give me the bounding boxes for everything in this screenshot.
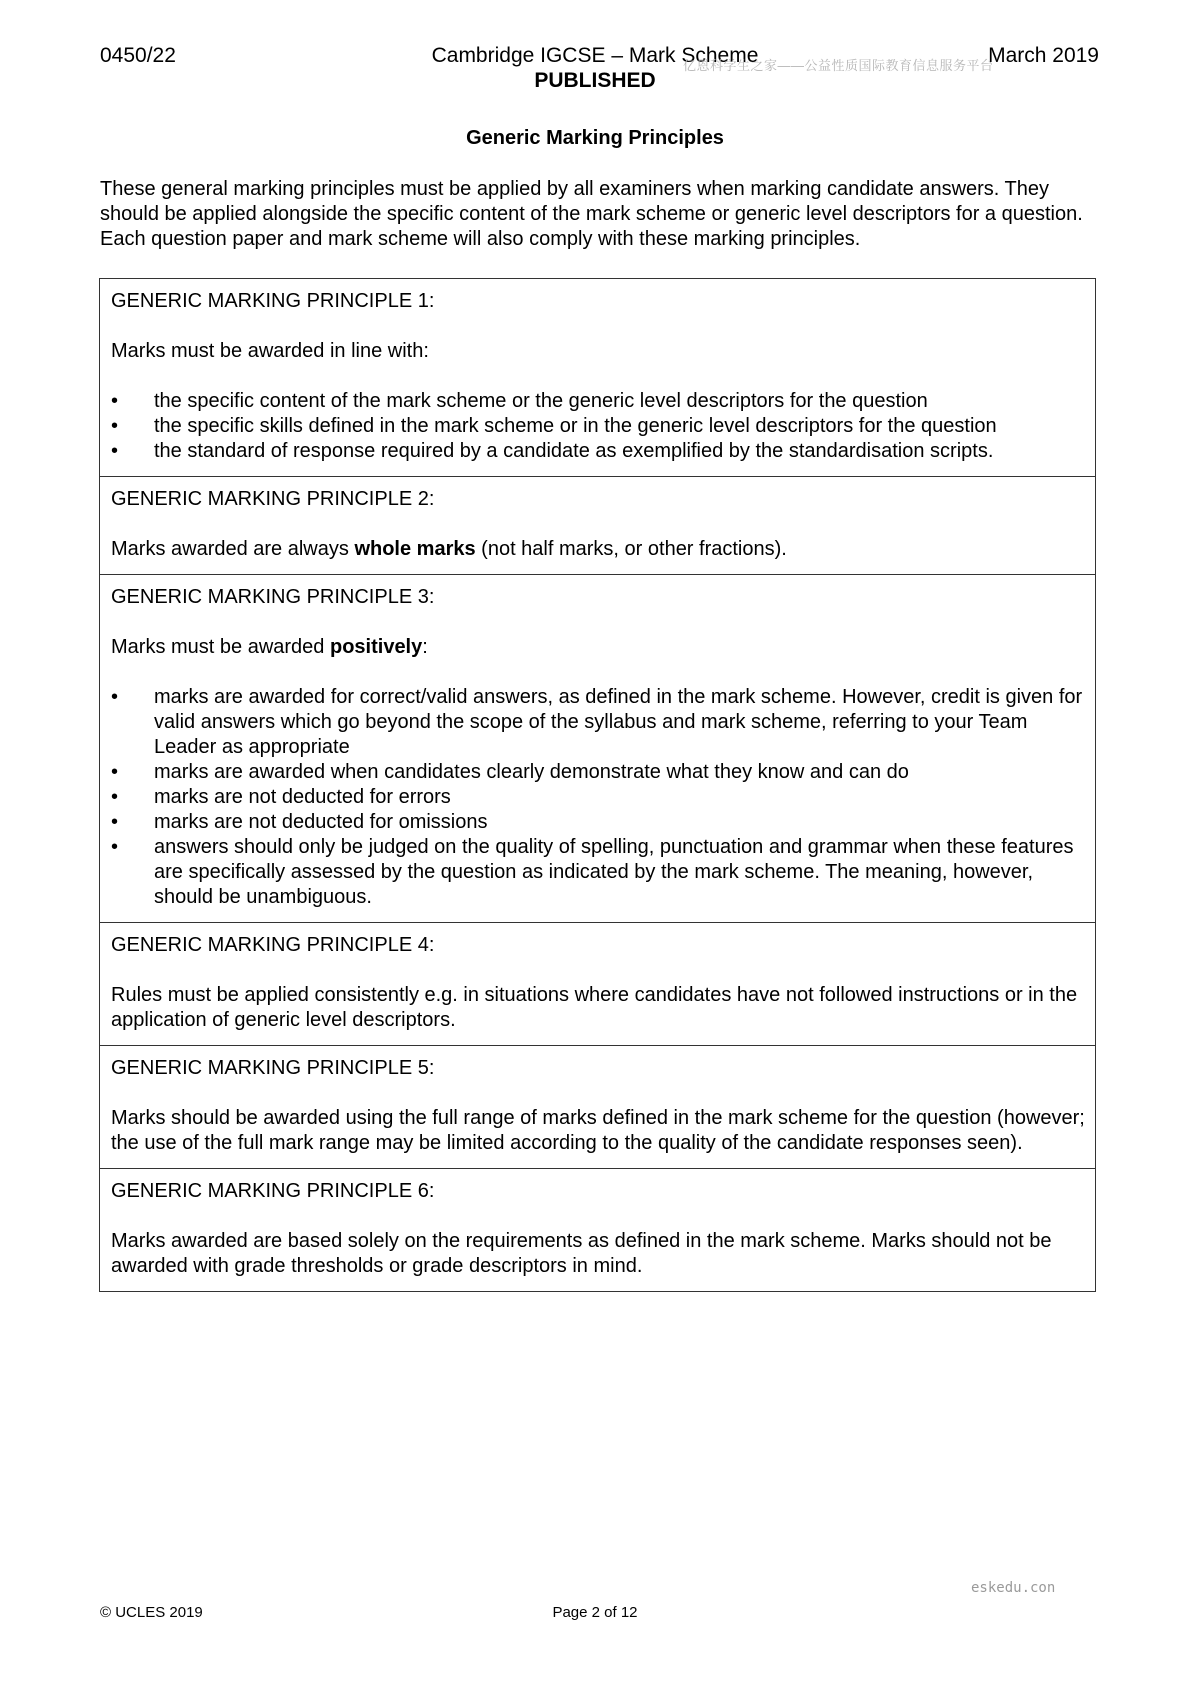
- principles-table: [99, 278, 1096, 1292]
- bullet-icon: •: [111, 415, 119, 437]
- text-part: :: [422, 636, 428, 658]
- emphasis-text: whole marks: [354, 538, 476, 560]
- text-part: Marks awarded are always: [111, 538, 355, 560]
- bullet-text: the specific content of the mark scheme or the generic level descriptors for the question: [154, 390, 928, 412]
- principle-cell: [100, 923, 1096, 1046]
- principle-row: [100, 477, 1096, 575]
- bullet-list: [111, 685, 1085, 910]
- bullet-item: [111, 414, 1085, 439]
- bullet-icon: •: [111, 811, 119, 833]
- bullet-icon: •: [111, 761, 119, 783]
- bullet-list: [111, 389, 1085, 464]
- paper-code: 0450/22: [100, 44, 176, 67]
- principle-cell: [100, 1169, 1096, 1292]
- published-label: PUBLISHED: [534, 69, 656, 92]
- bullet-icon: •: [111, 686, 119, 708]
- bullet-text: the standard of response required by a candidate as exemplified by the standardisation scripts.: [154, 440, 994, 462]
- principle-heading: GENERIC MARKING PRINCIPLE 1:: [111, 290, 435, 312]
- intro-paragraph: These general marking principles must be applied by all examiners when marking candidate answers. They should be applied alongside the specific content of the mark scheme or generic level descriptors for a question. Each question paper and mark scheme will also comply with these marking principles.: [100, 178, 1083, 250]
- principle-cell: [100, 1046, 1096, 1169]
- bullet-item: [111, 760, 1085, 785]
- principle-cell: [100, 477, 1096, 575]
- watermark-text: 亿恩科学生之家——公益性质国际教育信息服务平台: [683, 58, 994, 73]
- principle-text: Marks must be awarded in line with:: [111, 340, 429, 362]
- bullet-icon: •: [111, 390, 119, 412]
- principle-text: Marks should be awarded using the full range of marks defined in the mark scheme for the question (however; the use of the full mark range may be limited according to the quality of the candidate responses seen).: [111, 1107, 1085, 1154]
- emphasis-text: positively: [329, 636, 423, 658]
- principle-heading: GENERIC MARKING PRINCIPLE 6:: [111, 1180, 435, 1202]
- principle-cell: [100, 575, 1096, 923]
- bullet-item: [111, 835, 1085, 910]
- text-part: Marks must be awarded: [111, 636, 330, 658]
- bullet-text: the specific skills defined in the mark scheme or in the generic level descriptors for the question: [154, 415, 997, 437]
- bullet-item: [111, 785, 1085, 810]
- principle-text: [111, 537, 1085, 562]
- principle-heading: GENERIC MARKING PRINCIPLE 5:: [111, 1057, 435, 1079]
- bullet-icon: •: [111, 836, 119, 858]
- principle-heading: GENERIC MARKING PRINCIPLE 4:: [111, 934, 435, 956]
- exam-date: March 2019: [988, 44, 1099, 67]
- bullet-item: [111, 685, 1085, 760]
- bullet-item: [111, 439, 1085, 464]
- principle-heading: GENERIC MARKING PRINCIPLE 2:: [111, 488, 435, 510]
- bullet-text: marks are not deducted for omissions: [154, 811, 488, 833]
- bullet-item: [111, 389, 1085, 414]
- principle-row: [100, 923, 1096, 1046]
- text-part: (not half marks, or other fractions).: [475, 538, 787, 560]
- bullet-text: marks are awarded when candidates clearly demonstrate what they know and can do: [154, 761, 909, 783]
- page-number: Page 2 of 12: [552, 1604, 638, 1621]
- bullet-icon: •: [111, 440, 119, 462]
- principle-row: [100, 1046, 1096, 1169]
- bullet-text: marks are not deducted for errors: [154, 786, 451, 808]
- bullet-text: marks are awarded for correct/valid answers, as defined in the mark scheme. However, credit is given for valid answers which go beyond the scope of the syllabus and mark scheme, referring to your Team Leader as appropriate: [154, 686, 1083, 758]
- site-watermark: eskedu.con: [971, 1580, 1056, 1596]
- principle-row: [100, 279, 1096, 477]
- bullet-text: answers should only be judged on the quality of spelling, punctuation and grammar when these features are specifically assessed by the question as indicated by the mark scheme. The meaning, however, should be unambiguous.: [154, 836, 1074, 908]
- principle-row: [100, 575, 1096, 923]
- bullet-icon: •: [111, 786, 119, 808]
- document-title: Cambridge IGCSE – Mark Scheme: [431, 44, 759, 67]
- principle-cell: [100, 279, 1096, 477]
- bullet-item: [111, 810, 1085, 835]
- principle-text: [111, 635, 1085, 660]
- principle-text: Marks awarded are based solely on the requirements as defined in the mark scheme. Marks should not be awarded with grade thresholds or grade descriptors in mind.: [111, 1230, 1052, 1277]
- principle-heading: GENERIC MARKING PRINCIPLE 3:: [111, 586, 435, 608]
- principle-text: Rules must be applied consistently e.g. in situations where candidates have not followed instructions or in the application of generic level descriptors.: [111, 984, 1078, 1031]
- principle-row: [100, 1169, 1096, 1292]
- copyright-notice: © UCLES 2019: [100, 1604, 203, 1621]
- section-heading: Generic Marking Principles: [466, 127, 724, 149]
